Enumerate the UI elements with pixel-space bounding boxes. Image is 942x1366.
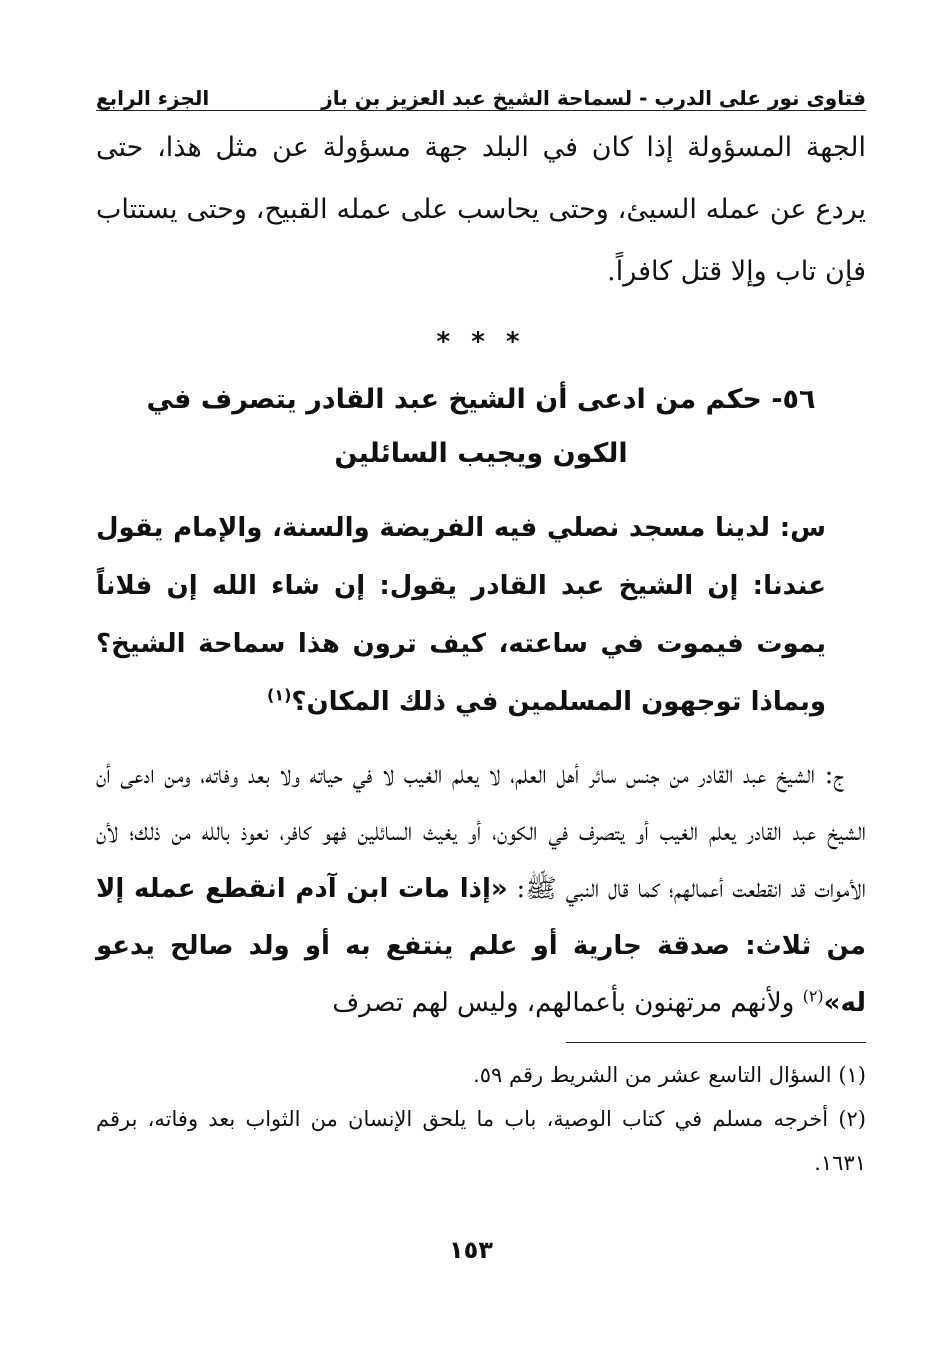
footnotes: [96, 1053, 866, 1185]
footnote-divider: [566, 1042, 866, 1043]
footnote-text: أخرجه مسلم في كتاب الوصية، باب ما يلحق الإنسان من الثواب بعد وفاته، برقم ١٦٣١.: [96, 1107, 866, 1175]
answer-text-after-quote: ولأنهم مرتهنون بأعمالهم، وليس لهم تصرف: [332, 988, 795, 1018]
footnote-marker: (١): [838, 1063, 866, 1087]
running-header-title: فتاوى نور على الدرب - لسماحة الشيخ عبد العزيز بن باز: [321, 86, 866, 110]
section-number: ٥٦-: [771, 384, 816, 415]
footnote-ref-1: (١): [266, 685, 292, 705]
footnote-ref-2: (٢): [802, 986, 824, 1006]
footnote-text: السؤال التاسع عشر من الشريط رقم ٥٩.: [473, 1063, 832, 1087]
question-paragraph: [96, 499, 866, 731]
footnote-1: [96, 1053, 866, 1097]
answer-prefix: ج:: [824, 760, 844, 790]
section-title: حكم من ادعى أن الشيخ عبد القادر يتصرف في الكون ويجيب السائلين: [146, 384, 762, 469]
running-header: [96, 70, 866, 111]
section-separator: * * *: [436, 327, 526, 357]
answer-paragraph: [96, 747, 866, 1032]
hadith-quote: «إذا مات ابن آدم انقطع عمله إلا من ثلاث: صدقة جارية أو علم ينتفع به أو ولد صالح يدعو له»: [96, 874, 866, 1018]
continuation-paragraph: الجهة المسؤولة إذا كان في البلد جهة مسؤولة عن مثل هذا، حتى يردع عن عمله السيئ، وحتى يحاسب على عمله القبيح، وحتى يستتاب فإن تاب وإلا قتل كافراً.: [96, 132, 866, 287]
book-page: [96, 70, 866, 1185]
question-text: لدينا مسجد نصلي فيه الفريضة والسنة، والإمام يقول عندنا: إن الشيخ عبد القادر يقول: إن شاء الله إن فلاناً يموت فيموت في ساعته، كيف ترون هذا سماحة الشيخ؟ وبماذا توجهون المسلمين في ذلك المكان؟: [96, 513, 826, 717]
section-heading: [136, 373, 826, 481]
running-header-part: الجزء الرابع: [96, 86, 210, 110]
footnote-2: [96, 1097, 866, 1185]
question-prefix: س:: [779, 513, 826, 543]
footnote-marker: (٢): [838, 1107, 866, 1131]
page-number: ١٥٣: [449, 1236, 493, 1264]
answer-text-before-quote: الشيخ عبد القادر من جنس سائر أهل العلم، لا يعلم الغيب لا في حياته ولا بعد وفاته، ومن ادعى أن الشيخ عبد القادر يعلم الغيب أو يتصرف في الكون، أو يغيث السائلين فهو كافر، نعوذ بالله من ذلك؛ لأن الأموات قد انقطعت أعمالهم؛ كما قال النبي ﷺ:: [96, 760, 866, 904]
